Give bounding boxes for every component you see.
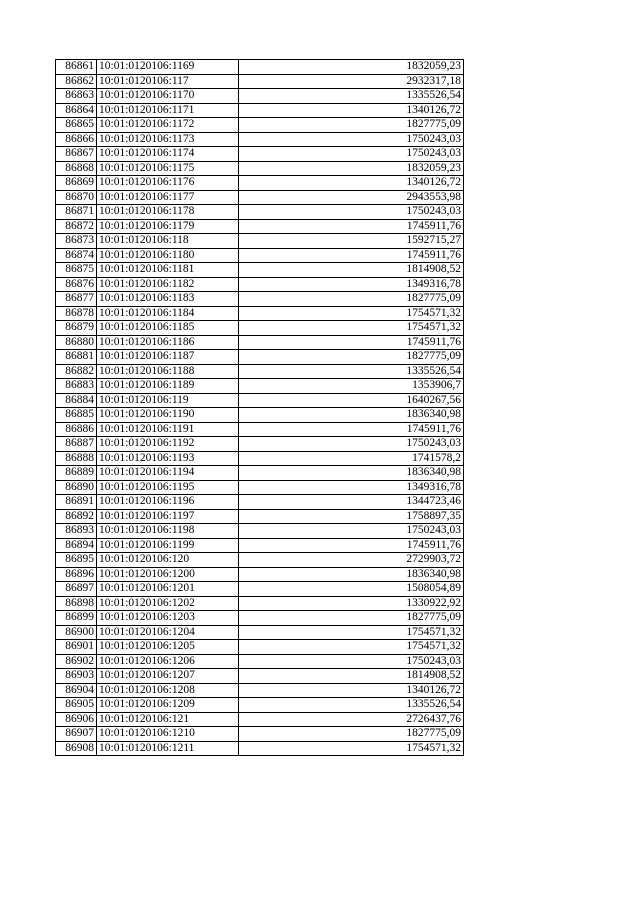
cadastral-number-cell: 10:01:0120106:1206 xyxy=(97,654,239,669)
cadastral-number-cell: 10:01:0120106:121 xyxy=(97,712,239,727)
cadastral-value-cell: 1745911,76 xyxy=(239,248,464,263)
cadastral-number-cell: 10:01:0120106:1170 xyxy=(97,89,239,104)
row-number-cell: 86874 xyxy=(56,248,97,263)
row-number-cell: 86866 xyxy=(56,132,97,147)
cadastral-number-cell: 10:01:0120106:117 xyxy=(97,74,239,89)
row-number-cell: 86907 xyxy=(56,727,97,742)
cadastral-number-cell: 10:01:0120106:1211 xyxy=(97,741,239,756)
row-number-cell: 86864 xyxy=(56,103,97,118)
table-row xyxy=(56,234,464,249)
cadastral-number-cell: 10:01:0120106:1181 xyxy=(97,263,239,278)
cadastral-number-cell: 10:01:0120106:1190 xyxy=(97,408,239,423)
row-number-cell: 86868 xyxy=(56,161,97,176)
cadastral-value-table xyxy=(55,59,464,756)
row-number-cell: 86867 xyxy=(56,147,97,162)
table-row xyxy=(56,422,464,437)
table-row xyxy=(56,321,464,336)
cadastral-value-cell: 1353906,7 xyxy=(239,379,464,394)
cadastral-value-cell: 1836340,98 xyxy=(239,466,464,481)
cadastral-number-cell: 10:01:0120106:1194 xyxy=(97,466,239,481)
table-row xyxy=(56,582,464,597)
cadastral-value-cell: 1827775,09 xyxy=(239,350,464,365)
table-row xyxy=(56,611,464,626)
cadastral-value-cell: 1349316,78 xyxy=(239,480,464,495)
table-row xyxy=(56,625,464,640)
cadastral-value-cell: 1827775,09 xyxy=(239,292,464,307)
row-number-cell: 86877 xyxy=(56,292,97,307)
cadastral-value-cell: 1750243,03 xyxy=(239,524,464,539)
cadastral-value-cell: 1741578,2 xyxy=(239,451,464,466)
cadastral-value-cell: 1750243,03 xyxy=(239,654,464,669)
cadastral-number-cell: 10:01:0120106:1208 xyxy=(97,683,239,698)
cadastral-number-cell: 10:01:0120106:1183 xyxy=(97,292,239,307)
table-row xyxy=(56,118,464,133)
table-row xyxy=(56,379,464,394)
row-number-cell: 86862 xyxy=(56,74,97,89)
cadastral-number-cell: 10:01:0120106:1176 xyxy=(97,176,239,191)
cadastral-number-cell: 10:01:0120106:1185 xyxy=(97,321,239,336)
cadastral-number-cell: 10:01:0120106:1207 xyxy=(97,669,239,684)
cadastral-value-cell: 1750243,03 xyxy=(239,437,464,452)
table-body xyxy=(56,60,464,756)
row-number-cell: 86873 xyxy=(56,234,97,249)
cadastral-value-cell: 2729903,72 xyxy=(239,553,464,568)
cadastral-number-cell: 10:01:0120106:1177 xyxy=(97,190,239,205)
row-number-cell: 86863 xyxy=(56,89,97,104)
row-number-cell: 86898 xyxy=(56,596,97,611)
table-row xyxy=(56,553,464,568)
row-number-cell: 86893 xyxy=(56,524,97,539)
cadastral-value-cell: 1754571,32 xyxy=(239,321,464,336)
cadastral-value-cell: 1827775,09 xyxy=(239,118,464,133)
cadastral-value-cell: 1836340,98 xyxy=(239,567,464,582)
table-row xyxy=(56,277,464,292)
row-number-cell: 86879 xyxy=(56,321,97,336)
table-row xyxy=(56,147,464,162)
cadastral-number-cell: 10:01:0120106:1169 xyxy=(97,60,239,75)
row-number-cell: 86878 xyxy=(56,306,97,321)
table-row xyxy=(56,509,464,524)
cadastral-value-cell: 1754571,32 xyxy=(239,306,464,321)
row-number-cell: 86872 xyxy=(56,219,97,234)
table-row xyxy=(56,408,464,423)
table-row xyxy=(56,654,464,669)
cadastral-number-cell: 10:01:0120106:1203 xyxy=(97,611,239,626)
cadastral-number-cell: 10:01:0120106:1205 xyxy=(97,640,239,655)
row-number-cell: 86906 xyxy=(56,712,97,727)
cadastral-number-cell: 10:01:0120106:1174 xyxy=(97,147,239,162)
cadastral-value-cell: 2932317,18 xyxy=(239,74,464,89)
cadastral-number-cell: 10:01:0120106:1198 xyxy=(97,524,239,539)
cadastral-number-cell: 10:01:0120106:1195 xyxy=(97,480,239,495)
table-row xyxy=(56,437,464,452)
table-row xyxy=(56,190,464,205)
cadastral-number-cell: 10:01:0120106:1182 xyxy=(97,277,239,292)
row-number-cell: 86880 xyxy=(56,335,97,350)
cadastral-value-cell: 1335526,54 xyxy=(239,698,464,713)
table-row xyxy=(56,74,464,89)
row-number-cell: 86870 xyxy=(56,190,97,205)
table-row xyxy=(56,741,464,756)
table-row xyxy=(56,132,464,147)
cadastral-value-cell: 1750243,03 xyxy=(239,147,464,162)
cadastral-number-cell: 10:01:0120106:1188 xyxy=(97,364,239,379)
cadastral-value-cell: 1745911,76 xyxy=(239,422,464,437)
cadastral-number-cell: 10:01:0120106:1179 xyxy=(97,219,239,234)
cadastral-value-cell: 1827775,09 xyxy=(239,727,464,742)
cadastral-value-cell: 1335526,54 xyxy=(239,364,464,379)
row-number-cell: 86894 xyxy=(56,538,97,553)
cadastral-value-cell: 1335526,54 xyxy=(239,89,464,104)
cadastral-number-cell: 10:01:0120106:1192 xyxy=(97,437,239,452)
cadastral-value-cell: 1340126,72 xyxy=(239,683,464,698)
cadastral-number-cell: 10:01:0120106:1171 xyxy=(97,103,239,118)
table-row xyxy=(56,712,464,727)
row-number-cell: 86884 xyxy=(56,393,97,408)
cadastral-value-cell: 1836340,98 xyxy=(239,408,464,423)
cadastral-number-cell: 10:01:0120106:1180 xyxy=(97,248,239,263)
table-row xyxy=(56,205,464,220)
cadastral-value-cell: 2943553,98 xyxy=(239,190,464,205)
cadastral-number-cell: 10:01:0120106:1189 xyxy=(97,379,239,394)
row-number-cell: 86905 xyxy=(56,698,97,713)
cadastral-value-cell: 1754571,32 xyxy=(239,625,464,640)
table-row xyxy=(56,596,464,611)
cadastral-value-cell: 2726437,76 xyxy=(239,712,464,727)
table-row xyxy=(56,567,464,582)
cadastral-value-cell: 1745911,76 xyxy=(239,538,464,553)
cadastral-value-cell: 1832059,23 xyxy=(239,161,464,176)
cadastral-value-cell: 1814908,52 xyxy=(239,669,464,684)
table-row xyxy=(56,335,464,350)
row-number-cell: 86871 xyxy=(56,205,97,220)
cadastral-value-cell: 1754571,32 xyxy=(239,640,464,655)
cadastral-number-cell: 10:01:0120106:1178 xyxy=(97,205,239,220)
row-number-cell: 86876 xyxy=(56,277,97,292)
cadastral-value-cell: 1827775,09 xyxy=(239,611,464,626)
row-number-cell: 86888 xyxy=(56,451,97,466)
row-number-cell: 86885 xyxy=(56,408,97,423)
table-row xyxy=(56,103,464,118)
cadastral-value-cell: 1340126,72 xyxy=(239,103,464,118)
cadastral-number-cell: 10:01:0120106:1184 xyxy=(97,306,239,321)
cadastral-number-cell: 10:01:0120106:1173 xyxy=(97,132,239,147)
cadastral-number-cell: 10:01:0120106:1199 xyxy=(97,538,239,553)
table-row xyxy=(56,466,464,481)
table-row xyxy=(56,669,464,684)
table-row xyxy=(56,263,464,278)
row-number-cell: 86908 xyxy=(56,741,97,756)
row-number-cell: 86869 xyxy=(56,176,97,191)
row-number-cell: 86904 xyxy=(56,683,97,698)
cadastral-value-cell: 1832059,23 xyxy=(239,60,464,75)
row-number-cell: 86865 xyxy=(56,118,97,133)
row-number-cell: 86875 xyxy=(56,263,97,278)
cadastral-value-cell: 1349316,78 xyxy=(239,277,464,292)
table-row xyxy=(56,60,464,75)
row-number-cell: 86861 xyxy=(56,60,97,75)
cadastral-value-cell: 1330922,92 xyxy=(239,596,464,611)
table-row xyxy=(56,495,464,510)
row-number-cell: 86892 xyxy=(56,509,97,524)
row-number-cell: 86890 xyxy=(56,480,97,495)
row-number-cell: 86900 xyxy=(56,625,97,640)
cadastral-value-cell: 1640267,56 xyxy=(239,393,464,408)
table-row xyxy=(56,89,464,104)
table-row xyxy=(56,538,464,553)
cadastral-number-cell: 10:01:0120106:1193 xyxy=(97,451,239,466)
cadastral-number-cell: 10:01:0120106:1172 xyxy=(97,118,239,133)
cadastral-value-cell: 1340126,72 xyxy=(239,176,464,191)
cadastral-value-cell: 1508054,89 xyxy=(239,582,464,597)
table-row xyxy=(56,306,464,321)
table-row xyxy=(56,393,464,408)
row-number-cell: 86901 xyxy=(56,640,97,655)
row-number-cell: 86887 xyxy=(56,437,97,452)
table-row xyxy=(56,451,464,466)
row-number-cell: 86903 xyxy=(56,669,97,684)
cadastral-number-cell: 10:01:0120106:120 xyxy=(97,553,239,568)
row-number-cell: 86902 xyxy=(56,654,97,669)
cadastral-number-cell: 10:01:0120106:1210 xyxy=(97,727,239,742)
row-number-cell: 86891 xyxy=(56,495,97,510)
row-number-cell: 86896 xyxy=(56,567,97,582)
table-row xyxy=(56,640,464,655)
table-row xyxy=(56,161,464,176)
cadastral-number-cell: 10:01:0120106:1209 xyxy=(97,698,239,713)
cadastral-value-cell: 1758897,35 xyxy=(239,509,464,524)
row-number-cell: 86889 xyxy=(56,466,97,481)
row-number-cell: 86882 xyxy=(56,364,97,379)
table-row xyxy=(56,350,464,365)
cadastral-number-cell: 10:01:0120106:1201 xyxy=(97,582,239,597)
cadastral-number-cell: 10:01:0120106:1175 xyxy=(97,161,239,176)
cadastral-value-cell: 1750243,03 xyxy=(239,205,464,220)
table-row xyxy=(56,727,464,742)
cadastral-value-cell: 1745911,76 xyxy=(239,335,464,350)
cadastral-number-cell: 10:01:0120106:1187 xyxy=(97,350,239,365)
cadastral-number-cell: 10:01:0120106:1197 xyxy=(97,509,239,524)
table-row xyxy=(56,248,464,263)
table-row xyxy=(56,364,464,379)
cadastral-number-cell: 10:01:0120106:1202 xyxy=(97,596,239,611)
cadastral-value-cell: 1754571,32 xyxy=(239,741,464,756)
row-number-cell: 86899 xyxy=(56,611,97,626)
cadastral-number-cell: 10:01:0120106:1191 xyxy=(97,422,239,437)
row-number-cell: 86897 xyxy=(56,582,97,597)
cadastral-value-cell: 1814908,52 xyxy=(239,263,464,278)
cadastral-value-cell: 1745911,76 xyxy=(239,219,464,234)
cadastral-number-cell: 10:01:0120106:1186 xyxy=(97,335,239,350)
cadastral-value-cell: 1592715,27 xyxy=(239,234,464,249)
row-number-cell: 86883 xyxy=(56,379,97,394)
row-number-cell: 86881 xyxy=(56,350,97,365)
cadastral-value-cell: 1750243,03 xyxy=(239,132,464,147)
cadastral-number-cell: 10:01:0120106:1200 xyxy=(97,567,239,582)
row-number-cell: 86895 xyxy=(56,553,97,568)
table-row xyxy=(56,219,464,234)
cadastral-number-cell: 10:01:0120106:1196 xyxy=(97,495,239,510)
table-row xyxy=(56,480,464,495)
cadastral-number-cell: 10:01:0120106:118 xyxy=(97,234,239,249)
table-row xyxy=(56,292,464,307)
cadastral-number-cell: 10:01:0120106:1204 xyxy=(97,625,239,640)
row-number-cell: 86886 xyxy=(56,422,97,437)
table-row xyxy=(56,524,464,539)
table-row xyxy=(56,176,464,191)
cadastral-number-cell: 10:01:0120106:119 xyxy=(97,393,239,408)
cadastral-value-cell: 1344723,46 xyxy=(239,495,464,510)
table-row xyxy=(56,683,464,698)
table-row xyxy=(56,698,464,713)
